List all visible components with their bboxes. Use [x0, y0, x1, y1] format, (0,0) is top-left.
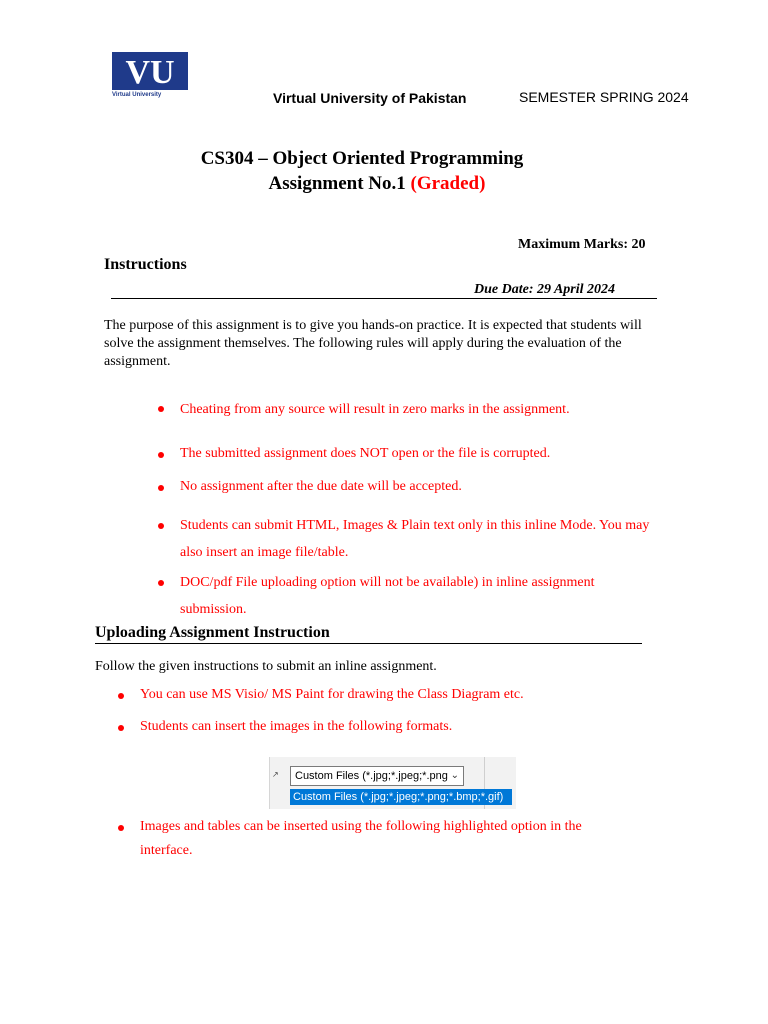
university-name: Virtual University of Pakistan — [273, 90, 467, 106]
course-title: CS304 – Object Oriented Programming — [200, 148, 524, 169]
maximum-marks: Maximum Marks: 20 — [518, 237, 646, 252]
file-type-screenshot — [269, 757, 516, 809]
bullet-icon — [118, 825, 124, 831]
file-type-option-highlighted[interactable]: Custom Files (*.jpg;*.jpeg;*.png;*.bmp;*.gif) — [290, 789, 512, 805]
bullet-icon — [158, 452, 164, 458]
semester-label: SEMESTER SPRING 2024 — [519, 89, 689, 105]
due-date: Due Date: 29 April 2024 — [474, 282, 616, 297]
bullet-icon — [118, 693, 124, 699]
arrow-icon: ↗ — [272, 770, 279, 779]
purpose-paragraph: The purpose of this assignment is to give you hands-on practice. It is expected that students will solve the assignment themselves. The following rules will apply during the evaluation of the assignment. — [104, 318, 642, 369]
chevron-down-icon: ⌄ — [450, 770, 459, 781]
upload-heading: Uploading Assignment Instruction — [95, 624, 330, 641]
logo-letters — [112, 52, 188, 90]
bullet-icon — [118, 725, 124, 731]
upload-intro: Follow the given instructions to submit an inline assignment. — [95, 659, 437, 674]
divider — [95, 643, 642, 644]
bullet-icon — [158, 485, 164, 491]
file-type-selected: Custom Files (*.jpg;*.jpeg;*.png — [295, 770, 448, 782]
bullet-icon — [158, 406, 164, 412]
divider — [111, 298, 657, 299]
assignment-title — [0, 173, 754, 195]
file-type-select[interactable] — [290, 766, 464, 786]
vu-logo — [112, 52, 190, 102]
logo-subtext: Virtual University — [112, 92, 162, 98]
graded-label: (Graded) — [410, 173, 486, 194]
bullet-icon — [158, 580, 164, 586]
assignment-number: Assignment No.1 — [268, 173, 411, 194]
bullet-icon — [158, 523, 164, 529]
logo-mark — [112, 52, 188, 90]
instructions-heading: Instructions — [104, 256, 187, 273]
svg-text:VU: VU — [125, 54, 175, 90]
